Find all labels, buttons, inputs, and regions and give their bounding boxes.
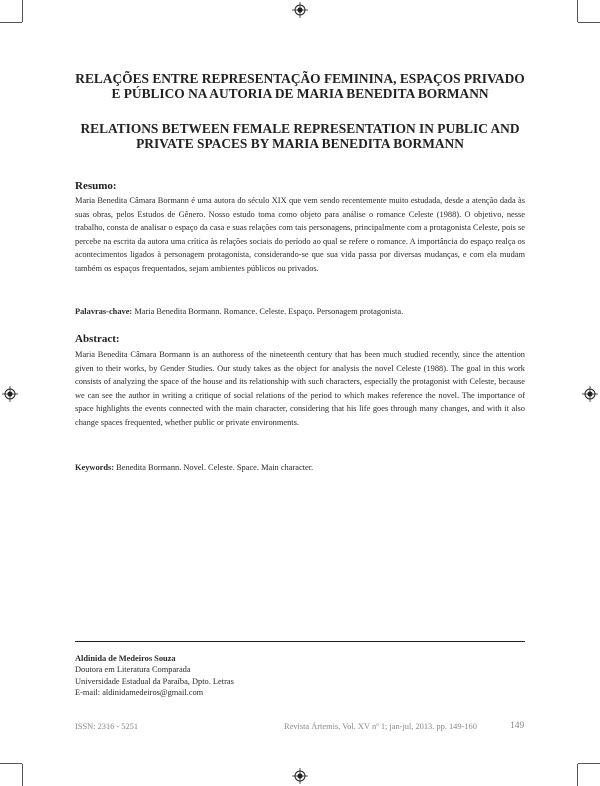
footer-journal: Revista Ártemis, Vol. XV nº 1; jan-jul, 2013. pp. 149-160 xyxy=(284,722,477,731)
author-info xyxy=(75,653,234,699)
title-line: PRIVATE SPACES BY MARIA BENEDITA BORMANN xyxy=(136,136,464,151)
resumo-heading: Resumo: xyxy=(75,180,117,192)
crop-mark xyxy=(22,764,23,786)
title-english xyxy=(72,121,528,151)
author-email: E-mail: aldinidamedeiros@gmail.com xyxy=(75,688,204,698)
palavras-chave-text: Maria Benedita Bormann. Romance. Celeste. Espaço. Personagem protagonista. xyxy=(132,307,404,316)
resumo-body: Maria Benedita Câmara Bormann é uma autora do século XIX que vem sendo recentemente muito estudada, desde a atenção dada às suas obras, pelos Estudos de Gênero. Nosso estudo toma como objeto para análise o romance Celeste (1988). O objetivo, nesse trabalho, consta de analisar o espaço da casa e suas relações com tais personagens, principalmente com a protagonista Celeste, pois se percebe na escrita da autora uma crítica às relações sociais do período ao qual se refere o romance. A importância do espaço realça os acontecimentos ligados à personagem protagonista, considerando-se que sua vida passa por diversas mudanças, e com ela mudam também os espaços frequentados, sejam ambientes públicos ou privados. xyxy=(75,196,525,273)
page-number: 149 xyxy=(510,721,525,731)
crop-mark xyxy=(578,22,600,23)
keywords-label: Keywords: xyxy=(75,463,115,472)
crop-mark xyxy=(577,764,578,786)
palavras-chave-label: Palavras-chave: xyxy=(75,307,133,316)
title-line: RELAÇÕES ENTRE REPRESENTAÇÃO FEMININA, ESPAÇOS PRIVADO xyxy=(75,71,525,86)
footer-issn: ISSN: 2316 - 5251 xyxy=(75,722,139,731)
palavras-chave xyxy=(75,305,525,318)
registration-mark-icon xyxy=(2,386,18,402)
keywords-text: Benedita Bormann. Novel. Celeste. Space. Main character. xyxy=(114,463,314,472)
abstract-heading: Abstract: xyxy=(75,333,120,345)
abstract-body: Maria Benedita Câmara Bormann is an authoress of the nineteenth century that has been much studied recently, since the attention given to their works, by Gender Studies. Our study takes as the object for analysis the novel Celeste (1988). The goal in this work consists of analyzing the space of the house and its relationship with such characters, especially the protagonist with Celeste, because we can see the author in writing a critique of social relations of the period to which makes reference the novel. The importance of space highlights the events connected with the main character, considering that his life goes through many changes, and with it also change spaces frequented, whether public or private environments. xyxy=(75,350,525,427)
author-separator xyxy=(75,641,525,642)
registration-mark-icon xyxy=(292,2,308,18)
crop-mark xyxy=(22,0,23,22)
title-portuguese xyxy=(72,71,528,101)
registration-mark-icon xyxy=(292,768,308,784)
title-line: RELATIONS BETWEEN FEMALE REPRESENTATION IN PUBLIC AND xyxy=(80,121,520,136)
registration-mark-icon xyxy=(582,386,598,402)
crop-mark xyxy=(578,763,600,764)
author-degree: Doutora em Literatura Comparada xyxy=(75,665,191,675)
author-name: Aldinida de Medeiros Souza xyxy=(75,654,176,663)
crop-mark xyxy=(0,22,22,23)
crop-mark xyxy=(577,0,578,22)
author-institution: Universidade Estadual da Paraíba, Dpto. Letras xyxy=(75,676,234,686)
keywords xyxy=(75,461,525,474)
title-line: E PÚBLICO NA AUTORIA DE MARIA BENEDITA BORMANN xyxy=(111,86,489,101)
crop-mark xyxy=(0,763,22,764)
